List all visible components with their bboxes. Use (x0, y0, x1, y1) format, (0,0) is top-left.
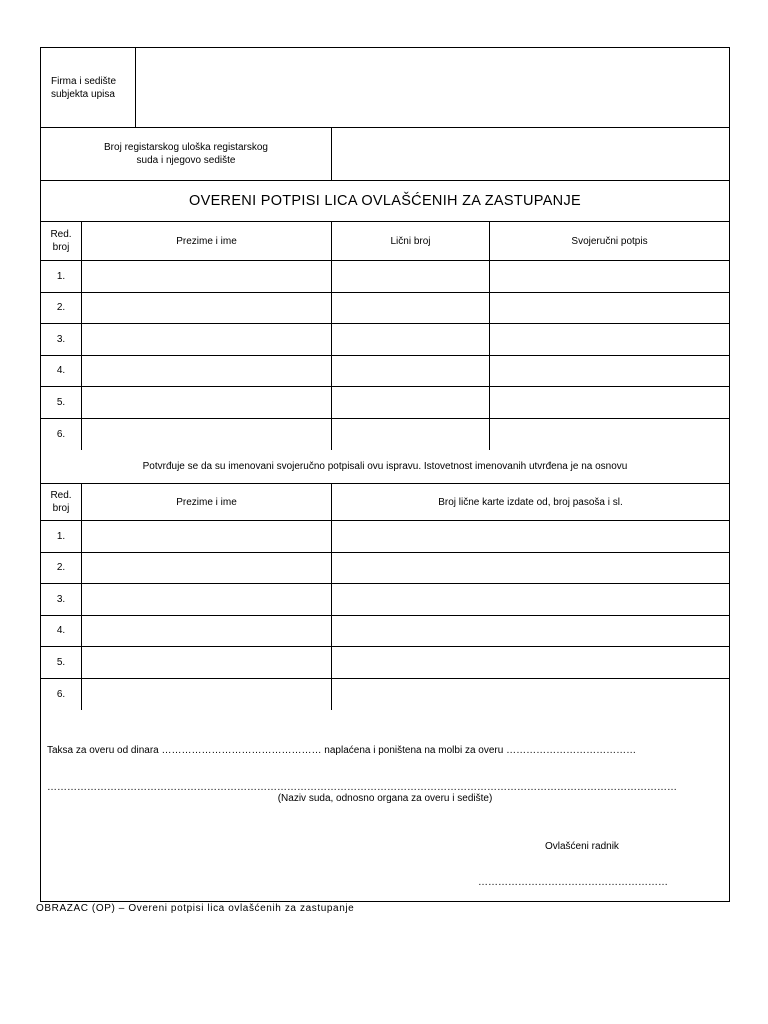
officer-label: Ovlašćeni radnik (545, 841, 619, 852)
name-cell[interactable] (81, 387, 331, 418)
col-red-broj: Red. broj (50, 229, 72, 253)
court-caption: (Naziv suda, odnosno organa za overu i sedište) (277, 793, 493, 804)
registry-row (41, 128, 729, 181)
personal-id-cell[interactable] (331, 419, 489, 451)
id-document-cell[interactable] (331, 679, 729, 711)
signature-cell[interactable] (489, 261, 729, 292)
row-number: 1. (56, 530, 66, 542)
title-row (41, 181, 729, 222)
firm-field[interactable] (135, 48, 729, 127)
id-document-cell[interactable] (331, 647, 729, 678)
form-title: OVERENI POTPISI LICA OVLAŠĆENIH ZA ZASTUPANJE (189, 192, 581, 209)
col-licni-broj: Lični broj (331, 222, 489, 260)
table-row (41, 356, 729, 388)
col-broj-licne-karte: Broj lične karte izdate od, broj pasoša i sl. (331, 484, 729, 520)
name-cell[interactable] (81, 553, 331, 584)
registry-field[interactable] (331, 128, 729, 180)
row-number: 3. (56, 333, 66, 345)
firm-row (41, 48, 729, 128)
personal-id-cell[interactable] (331, 356, 489, 387)
id-document-cell[interactable] (331, 521, 729, 552)
name-cell[interactable] (81, 419, 331, 451)
table-row (41, 324, 729, 356)
row-number: 6. (56, 428, 66, 440)
col-svojerucni-potpis: Svojeručni potpis (489, 222, 729, 260)
name-cell[interactable] (81, 647, 331, 678)
table2-body (41, 521, 729, 710)
row-number: 5. (56, 396, 66, 408)
col-red-broj: Red. broj (50, 490, 72, 514)
table-row (41, 419, 729, 451)
personal-id-cell[interactable] (331, 324, 489, 355)
name-cell[interactable] (81, 293, 331, 324)
table2-header (41, 484, 729, 521)
row-number: 4. (56, 365, 66, 377)
confirmation-row (41, 450, 729, 484)
name-cell[interactable] (81, 356, 331, 387)
row-number: 5. (56, 656, 66, 668)
signature-form (40, 47, 730, 902)
table-row (41, 553, 729, 585)
id-document-cell[interactable] (331, 584, 729, 615)
personal-id-cell[interactable] (331, 293, 489, 324)
table-row (41, 647, 729, 679)
signature-cell[interactable] (489, 387, 729, 418)
name-cell[interactable] (81, 616, 331, 647)
table1-body (41, 261, 729, 450)
table-row (41, 521, 729, 553)
id-document-cell[interactable] (331, 553, 729, 584)
confirmation-text: Potvrđuje se da su imenovani svojeručno potpisali ovu ispravu. Istovetnost imenovanih utvrđena je na osnovu (142, 461, 628, 472)
row-number: 6. (56, 688, 66, 700)
name-cell[interactable] (81, 584, 331, 615)
table-row (41, 261, 729, 293)
col-prezime-ime: Prezime i ime (81, 484, 331, 520)
row-number: 2. (56, 562, 66, 574)
table-row (41, 293, 729, 325)
table-row (41, 387, 729, 419)
signature-cell[interactable] (489, 293, 729, 324)
court-dots-line[interactable]: ……………………………………………………………………………………………………………………………………………………………………… (47, 782, 677, 793)
row-number: 4. (56, 625, 66, 637)
table-row (41, 584, 729, 616)
table-row (41, 679, 729, 711)
signature-cell[interactable] (489, 324, 729, 355)
name-cell[interactable] (81, 324, 331, 355)
col-prezime-ime: Prezime i ime (81, 222, 331, 260)
footer-block (41, 710, 729, 901)
table-row (41, 616, 729, 648)
name-cell[interactable] (81, 679, 331, 711)
personal-id-cell[interactable] (331, 387, 489, 418)
row-number: 2. (56, 302, 66, 314)
signature-cell[interactable] (489, 419, 729, 451)
name-cell[interactable] (81, 261, 331, 292)
personal-id-cell[interactable] (331, 261, 489, 292)
form-caption: OBRAZAC (OP) – Overeni potpisi lica ovlašćenih za zastupanje (36, 903, 355, 914)
firm-label: Firma i sedište subjekta upisa (51, 75, 117, 100)
name-cell[interactable] (81, 521, 331, 552)
table1-header (41, 222, 729, 261)
fee-line[interactable]: Taksa za overu od dinara ………………………………………… naplaćena i poništena na molbi za overu ………………………………… (47, 745, 637, 756)
id-document-cell[interactable] (331, 616, 729, 647)
signature-cell[interactable] (489, 356, 729, 387)
registry-label: Broj registarskog uloška registarskog suda i njegovo sedište (104, 142, 268, 166)
row-number: 3. (56, 593, 66, 605)
row-number: 1. (56, 270, 66, 282)
signature-line[interactable]: ………………………………………………… (478, 877, 668, 888)
